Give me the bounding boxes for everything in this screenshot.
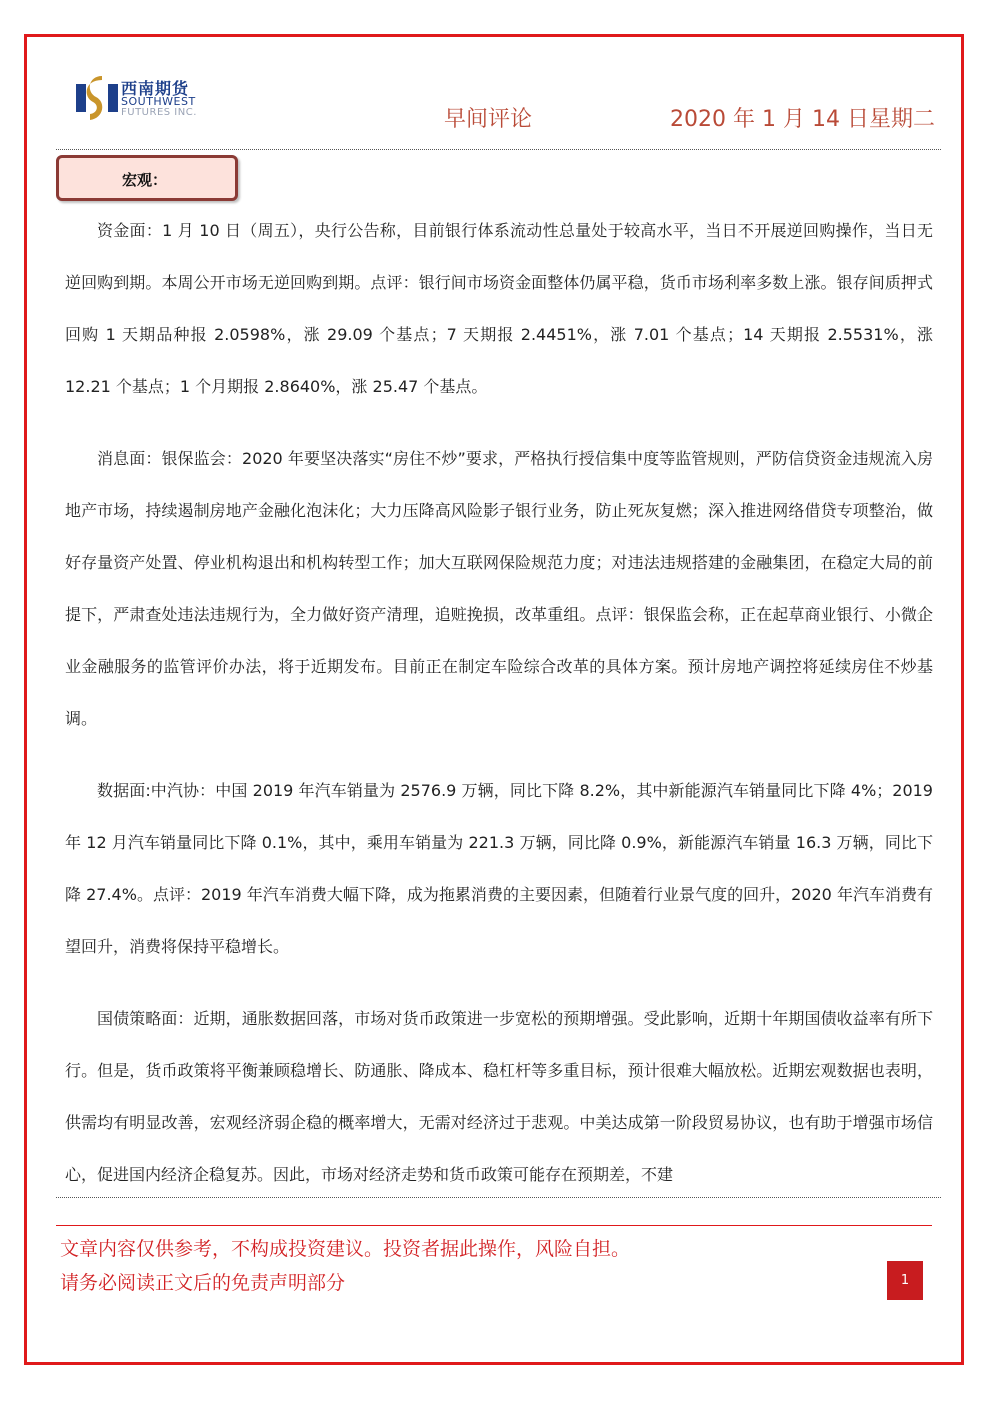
logo-name-en: SOUTHWEST bbox=[121, 95, 196, 108]
page-number: 1 bbox=[887, 1261, 923, 1300]
paragraph-funding: 资金面：1 月 10 日（周五），央行公告称，目前银行体系流动性总量处于较高水平，当日不开展逆回购操作，当日无逆回购到期。本周公开市场无逆回购到期。点评：银行间市场资金面整体仍属平稳，货币市场利率多数上涨。银存间质押式回购 1 天期品种报 2.0598%，涨 29.09 个基点；7 天期报 2.4451%，涨 7.01 个基点；14 天期报 2.5531%，涨 12.21 个基点；1 个月期报 2.8640%，涨 25.47 个基点。 bbox=[65, 221, 933, 396]
body-bottom-divider bbox=[56, 1197, 941, 1198]
paragraph-news: 消息面：银保监会：2020 年要坚决落实“房住不炒”要求，严格执行授信集中度等监管规则，严防信贷资金违规流入房地产市场，持续遏制房地产金融化泡沫化；大力压降高风险影子银行业务，防止死灰复燃；深入推进网络借贷专项整治，做好存量资产处置、停业机构退出和机构转型工作；加大互联网保险规范力度；对违法违规搭建的金融集团，在稳定大局的前提下，严肃查处违法违规行为，全力做好资产清理，追赃挽损，改革重组。点评：银保监会称，正在起草商业银行、小微企业金融服务的监管评价办法，将于近期发布。目前正在制定车险综合改革的具体方案。预计房地产调控将延续房住不炒基调。 bbox=[65, 449, 933, 728]
section-heading: 宏观： bbox=[122, 171, 168, 189]
report-title: 早间评论 bbox=[444, 107, 533, 132]
disclaimer bbox=[60, 1232, 630, 1300]
logo-name-cn: 西南期货 bbox=[121, 79, 190, 98]
article-body bbox=[65, 205, 933, 1221]
header-divider bbox=[56, 149, 941, 150]
disclaimer-line: 文章内容仅供参考，不构成投资建议。投资者据此操作，风险自担。 bbox=[60, 1238, 631, 1260]
footer-divider bbox=[56, 1225, 932, 1226]
report-date: 2020 年 1 月 14 日星期二 bbox=[670, 107, 935, 132]
paragraph-data: 数据面:中汽协：中国 2019 年汽车销量为 2576.9 万辆，同比下降 8.2%，其中新能源汽车销量同比下降 4%；2019 年 12 月汽车销量同比下降 0.1%，其中，乘用车销量为 221.3 万辆，同比降 0.9%，新能源汽车销量 16.3 万辆，同比下降 27.4%。点评：2019 年汽车消费大幅下降，成为拖累消费的主要因素，但随着行业景气度的回升，2020 年汽车消费有望回升，消费将保持平稳增长。 bbox=[65, 781, 933, 956]
disclaimer-line: 请务必阅读正文后的免责声明部分 bbox=[60, 1272, 346, 1294]
logo-name-en-sub: FUTURES INC. bbox=[121, 107, 197, 118]
paragraph-bond-strategy: 国债策略面：近期，通胀数据回落，市场对货币政策进一步宽松的预期增强。受此影响，近期十年期国债收益率有所下行。但是，货币政策将平衡兼顾稳增长、防通胀、降成本、稳杠杆等多重目标，预计很难大幅放松。近期宏观数据也表明，供需均有明显改善，宏观经济弱企稳的概率增大，无需对经济过于悲观。中美达成第一阶段贸易协议，也有助于增强市场信心，促进国内经济企稳复苏。因此，市场对经济走势和货币政策可能存在预期差，不建 bbox=[65, 1009, 933, 1184]
